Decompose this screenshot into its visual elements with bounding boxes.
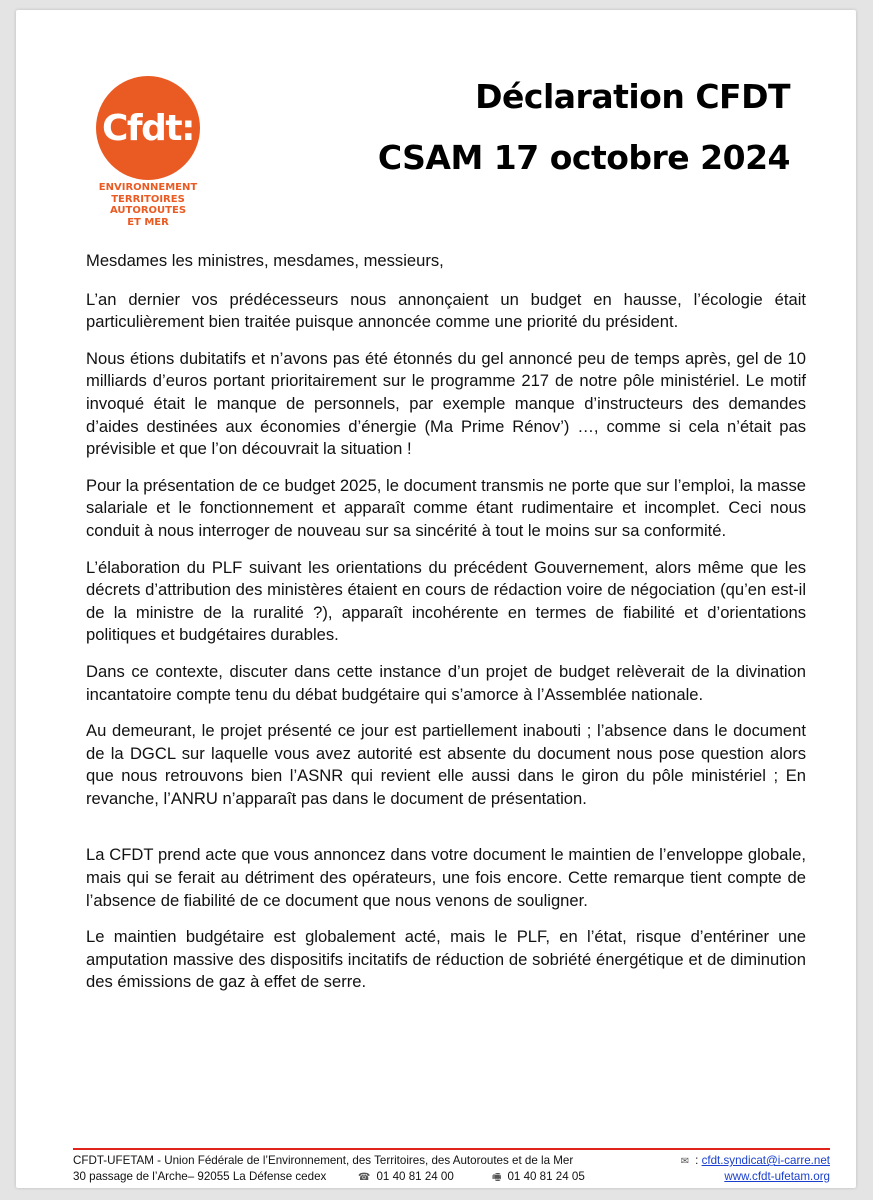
footer-address: 30 passage de l’Arche– 92055 La Défense cedex [73,1169,327,1183]
website-link[interactable]: www.cfdt-ufetam.org [724,1169,830,1183]
logo-sub-line: TERRITOIRES [111,193,185,205]
logo-sub-line: ENVIRONNEMENT [98,182,198,193]
email-label: : [695,1154,699,1167]
document-title [377,77,790,177]
salutation: Mesdames les ministres, mesdames, messieurs, [86,251,444,270]
logo-sub-line: ET MER [127,216,169,228]
document-page [16,10,856,1188]
cfdt-logo [86,76,210,228]
logo-subtitle [86,182,210,228]
footer-phone [358,1170,492,1186]
paragraph: L’élaboration du PLF suivant les orientations du précédent Gouvernement, alors même que les décrets d’attribution des ministères étaient en cours de rédaction voire de négociation (qu’en est-il de la ministre de la ruralité ?), apparaît incohérente en termes de fiabilité et d’orientations politiques et budgétaires durables. [86,557,806,645]
footer-divider [73,1148,830,1150]
logo-text: Cfdt: [102,107,194,149]
email-link[interactable]: cfdt.syndicat@i-carre.net [701,1154,830,1167]
title-line-1: Déclaration CFDT [475,77,790,116]
paragraph: Nous étions dubitatifs et n’avons pas été étonnés du gel annoncé peu de temps après, gel de 10 milliards d’euros portant prioritairement sur le programme 217 de notre pôle ministériel. Le motif invoqué était le manque de personnels, par exemple manque d’instructeurs des demandes d’aides destinées aux économies d’énergie (Ma Prime Rénov’) …, comme si cela n’était pas prévisible et que l’on découvrait la situation ! [86,348,806,459]
footer-org: CFDT-UFETAM - Union Fédérale de l’Environnement, des Territoires, des Autoroutes et de la Mer [73,1154,574,1167]
paragraph: Dans ce contexte, discuter dans cette instance d’un projet de budget relèverait de la divination incantatoire compte tenu du débat budgétaire qui s’amorce à l’Assemblée nationale. [86,661,806,704]
footer-email-block [681,1154,830,1170]
logo-sub-line: AUTOROUTES [109,205,187,216]
fax-icon: 🖷 [492,1171,502,1183]
footer [73,1154,830,1185]
title-line-2: CSAM 17 octobre 2024 [377,138,790,177]
paragraph: Au demeurant, le projet présenté ce jour est partiellement inabouti ; l’absence dans le document de la DGCL sur laquelle vous avez autorité est absente du document nous pose question alors que nous retrouvons bien l’ASNR qui revient elle aussi dans le giron du pôle ministériel ; En revanche, l’ANRU n’apparaît pas dans le document de présentation. [86,721,806,808]
paragraph: L’an dernier vos prédécesseurs nous annonçaient un budget en hausse, l’écologie était particulièrement bien traitée puisque annoncée comme une priorité du président. [86,289,806,332]
phone-icon: ☎ [358,1171,371,1183]
phone-number: 01 40 81 24 00 [376,1169,454,1183]
envelope-icon: ✉ [680,1156,690,1167]
paragraph: Pour la présentation de ce budget 2025, le document transmis ne porte que sur l’emploi, la masse salariale et le fonctionnement et apparaît comme étant rudimentaire et incomplet. Ceci nous conduit à nous interroger de nouveau sur sa sincérité à tout le moins sur sa conformité. [86,475,806,540]
fax-number: 01 40 81 24 05 [507,1169,585,1183]
paragraph: Le maintien budgétaire est globalement acté, mais le PLF, en l’état, risque d’entériner une amputation massive des dispositifs incitatifs de réduction de sobriété énergétique et de diminution des émissions de gaz à effet de serre. [86,927,806,992]
paragraph: La CFDT prend acte que vous annoncez dans votre document le maintien de l’enveloppe globale, mais qui se ferait au détriment des opérateurs, une fois encore. Cette remarque tient compte de l’absence de fiabilité de ce document que nous venons de souligner. [86,845,806,910]
footer-fax [492,1170,585,1186]
logo-circle [96,76,200,180]
document-body [86,250,806,1008]
